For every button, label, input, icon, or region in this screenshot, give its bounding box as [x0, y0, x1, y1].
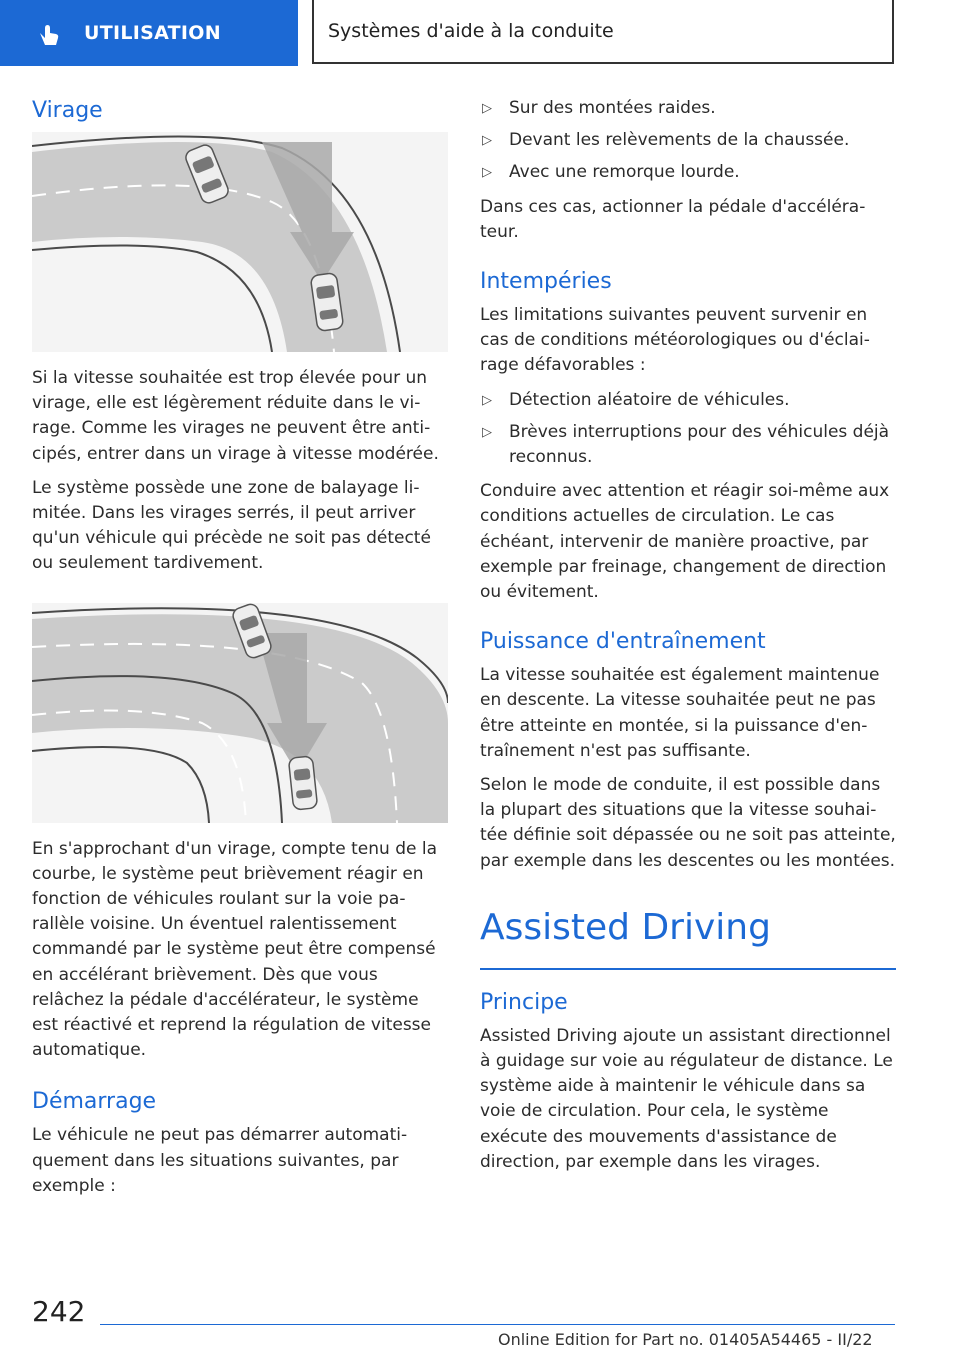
heading-principe: Principe	[480, 989, 568, 1015]
list-demarrage	[480, 96, 896, 186]
curve-illustration-2	[32, 603, 448, 823]
paragraph-puissance-1: La vitesse souhaitée est également maintenue en descente. La vitesse souhaitée peut ne pas être atteinte en montée, si la puissance d'entraînement n'est pas suffisante.	[480, 665, 880, 761]
section-title: UTILISATION	[84, 22, 221, 44]
list-intemperies	[480, 388, 896, 471]
page-number: 242	[32, 1295, 86, 1328]
paragraph-principe: Assisted Driving ajoute un assistant directionnel à guidage sur voie au régulateur de distance. Le système aide à maintenir le véhicule dans sa voie de circulation. Pour cela, le système exécute des mouvements d'assistance de direction, par exemple dans les virages.	[480, 1025, 893, 1172]
left-column	[32, 96, 448, 1208]
list-item: ▷ Brèves interruptions pour des véhicules déjà reconnus.	[482, 421, 890, 468]
heading-virage: Virage	[32, 98, 103, 123]
edition-note: Online Edition for Part no. 01405A54465 - II/22	[498, 1330, 873, 1349]
section-tab	[0, 0, 298, 66]
paragraph-accelerateur: Dans ces cas, actionner la pédale d'accélérateur.	[480, 196, 866, 242]
heading-demarrage: Démarrage	[32, 1089, 157, 1115]
paragraph-puissance-2: Selon le mode de conduite, il est possible dans la plupart des situations que la vitesse souhaitée définie soit dépassée ou ne soit pas atteinte, par exemple dans les descentes ou les montées.	[480, 775, 896, 871]
list-item: ▷ Devant les relèvements de la chaussée.	[480, 128, 896, 153]
curve-illustration-1	[32, 132, 448, 352]
heading-assisted-driving: Assisted Driving	[480, 906, 771, 948]
triangle-bullet-icon: ▷	[482, 133, 492, 149]
heading-intemperies: Intempéries	[480, 269, 612, 295]
list-item: ▷ Détection aléatoire de véhicules.	[480, 388, 896, 413]
right-column	[480, 96, 896, 1184]
list-item: ▷ Avec une remorque lourde.	[480, 160, 896, 185]
chapter-box	[312, 0, 894, 64]
triangle-bullet-icon: ▷	[482, 101, 492, 116]
paragraph-demarrage: Le véhicule ne peut pas démarrer automatiquement dans les situations suivantes, par exemple :	[32, 1125, 408, 1196]
paragraph-virage-2: Le système possède une zone de balayage limitée. Dans les virages serrés, il peut arriver qu'un véhicule qui précède ne soit pas détecté ou seulement tardivement.	[32, 477, 431, 574]
triangle-bullet-icon: ▷	[482, 424, 492, 440]
hand-pointer-icon	[34, 19, 62, 47]
chapter-title: Systèmes d'aide à la conduite	[328, 20, 614, 42]
paragraph-intemperies-1: Les limitations suivantes peuvent survenir en cas de conditions météorologiques ou d'éclairage défavorables :	[480, 305, 870, 376]
section-divider	[480, 968, 896, 970]
footer-divider	[100, 1324, 895, 1325]
paragraph-intemperies-2: Conduire avec attention et réagir soi-même aux conditions actuelles de circulation. Le cas échéant, intervenir de manière proactive, par exemple par freinage, changement de direction ou évitement.	[480, 481, 890, 603]
paragraph-virage-1: Si la vitesse souhaitée est trop élevée pour un virage, elle est légèrement réduite dans le virage. Comme les virages ne peuvent être anticipés, entrer dans un virage à vitesse modérée.	[32, 368, 439, 464]
triangle-bullet-icon: ▷	[482, 165, 492, 181]
paragraph-virage-3: En s'approchant d'un virage, compte tenu de la courbe, le système peut brièvement réagir en fonction de véhicules roulant sur la voie parallèle voisine. Un éventuel ralentissement commandé par le système peut être compensé en accélérant brièvement. Dès que vous relâchez la pédale d'accélérateur, le système est réactivé et reprend la régulation de vitesse automatique.	[32, 838, 438, 1061]
triangle-bullet-icon: ▷	[482, 392, 492, 408]
list-item: ▷ Sur des montées raides.	[480, 96, 896, 121]
heading-puissance: Puissance d'entraînement	[480, 629, 766, 655]
